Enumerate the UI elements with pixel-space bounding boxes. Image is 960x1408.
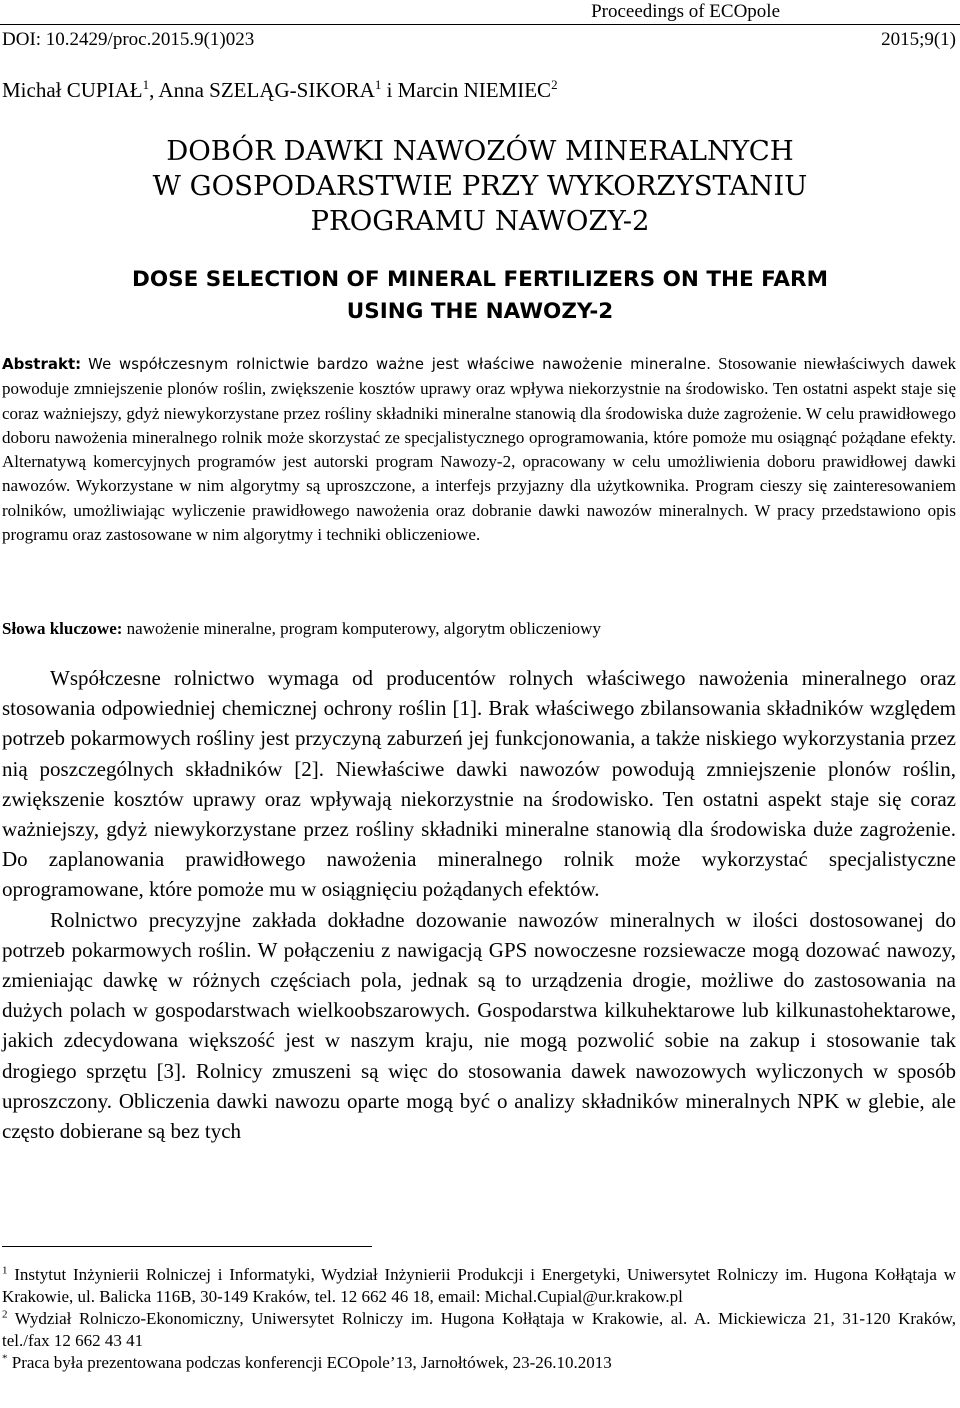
footnote-text: Praca była prezentowana podczas konferencji ECOpole’13, Jarnołtówek, 23-26.10.2013 <box>7 1353 612 1372</box>
author-name: Anna SZELĄG-SIKORA <box>158 78 375 102</box>
title-line: PROGRAMU NAWOZY-2 <box>310 205 650 237</box>
title-line: USING THE NAWOZY-2 <box>346 299 614 324</box>
footnotes <box>2 1264 956 1374</box>
keywords-label: Słowa kluczowe: <box>2 619 123 638</box>
paragraph: Współczesne rolnictwo wymaga od producentów rolnych właściwego nawożenia mineralnego oraz stosowania odpowiedniej chemicznej ochrony roślin [1]. Brak właściwego zbilansowania składników względem potrzeb pokarmowych rośliny jest przyczyną zaburzeń jej funkcjonowania, a także niskiego wykorzystania przez nią poszczególnych składników [2]. Niewłaściwe dawki nawozów powodują zmniejszenie plonów roślin, zwiększenie kosztów uprawy oraz wpływają niekorzystnie na środowisko. Ten ostatni aspekt staje się coraz ważniejszy, gdyż niewykorzystane przez rośliny składniki mineralne stanowią dla środowiska duże zagrożenie. Do zaplanowania prawidłowego nawożenia mineralnego rolnik może wykorzystać specjalistyczne oprogramowane, które pomoże mu w osiągnięciu pożądanych efektów. <box>2 666 956 902</box>
abstract-lead-sentence: We współczesnym rolnictwie bardzo ważne jest właściwe nawożenie mineralne. <box>88 356 712 373</box>
author-separator: i <box>381 78 398 102</box>
author-name: Michał CUPIAŁ <box>2 78 143 102</box>
header-rule <box>0 24 960 25</box>
footnote-rule <box>2 1246 372 1247</box>
title-polish <box>0 134 960 239</box>
footnote-mark: 1 <box>2 1264 8 1277</box>
footnote <box>2 1308 956 1352</box>
journal-name: Proceedings of ECOpole <box>591 1 780 22</box>
title-line: DOBÓR DAWKI NAWOZÓW MINERALNYCH <box>166 135 794 167</box>
running-header <box>0 0 960 26</box>
keywords-text: nawożenie mineralne, program komputerowy, algorytm obliczeniowy <box>126 619 601 638</box>
doi: DOI: 10.2429/proc.2015.9(1)023 <box>2 29 255 50</box>
title-line: DOSE SELECTION OF MINERAL FERTILIZERS ON THE FARM <box>132 267 828 292</box>
title-english <box>0 264 960 328</box>
author-list <box>2 76 558 104</box>
footnote-text: Wydział Rolniczo-Ekonomiczny, Uniwersytet Rolniczy im. Hugona Kołłątaja w Krakowie, al. A. Mickiewicza 21, 31-120 Kraków, tel./fax 12 662 43 41 <box>2 1309 956 1350</box>
abstract-label: Abstrakt: <box>2 355 82 373</box>
footnote <box>2 1264 956 1308</box>
keywords <box>2 617 956 641</box>
paragraph: Rolnictwo precyzyjne zakłada dokładne dozowanie nawozów mineralnych w ilości dostosowanej do potrzeb pokarmowych roślin. W połączeniu z nawigacją GPS nowoczesne rozsiewacze mogą dozować nawozy, zmieniając dawkę w różnych częściach pola, jednak są to urządzenia drogie, możliwe do zastosowania na dużych polach w gospodarstwach wielkoobszarowych. Gospodarstwa kilkuhektarowe lub kilkunastohektarowe, jakich zdecydowana większość jest w naszym kraju, nie mogą pozwolić sobie na zakup i stosowanie tak drogiego sprzętu [3]. Rolnicy zmuszeni są więc do stosowania dawek nawozowych wyliczonych w sposób uproszczony. Obliczenia dawki nawozu oparte mogą być o analizy składników mineralnych NPK w glebie, ale często dobierane są bez tych <box>2 907 956 1144</box>
affiliation-mark: 1 <box>374 77 382 92</box>
footnote-text: Instytut Inżynierii Rolniczej i Informatyki, Wydział Inżynierii Produkcji i Energetyki, Uniwersytet Rolniczy im. Hugona Kołłątaja w Krakowie, ul. Balicka 116B, 30-149 Kraków, tel. 12 662 46 18, email: Michal.Cupial@ur.krakow.pl <box>2 1265 956 1306</box>
footnote-mark: 2 <box>2 1308 8 1321</box>
abstract-text: Stosowanie niewłaściwych dawek powoduje zmniejszenie plonów roślin, zwiększenie kosztów uprawy oraz wpływa niekorzystnie na środowisko. Ten ostatni aspekt staje się coraz ważniejszy, gdyż niewykorzystane przez rośliny składniki mineralne stanowią dla środowiska duże zagrożenie. W celu prawidłowego doboru nawożenia mineralnego rolnik może skorzystać ze specjalistycznego oprogramowania, które pomoże mu osiągnąć pożądane efekty. Alternatywą komercyjnych programów jest autorski program Nawozy-2, opracowany w celu umożliwienia doboru prawidłowej dawki nawozów. Wykorzystane w nim algorytmy są uproszczone, a interfejs przyjazny dla użytkownika. Program cieszy się zainteresowaniem rolników, umożliwiając wyliczenie prawidłowego nawożenia oraz dobranie dawki nawozów mineralnych. W pracy przedstawiono opis programu oraz zastosowane w nim algorytmy i techniki obliczeniowe. <box>2 354 957 545</box>
body-text <box>2 663 956 1146</box>
affiliation-mark: 1 <box>142 77 150 92</box>
footnote <box>2 1352 956 1374</box>
abstract <box>2 352 956 547</box>
affiliation-mark: 2 <box>551 77 558 92</box>
author-name: Marcin NIEMIEC <box>397 78 552 102</box>
issue-number: 2015;9(1) <box>881 29 956 50</box>
title-line: W GOSPODARSTWIE PRZY WYKORZYSTANIU <box>152 170 808 202</box>
author-separator: , <box>149 78 159 102</box>
footnote-mark: * <box>2 1352 8 1365</box>
